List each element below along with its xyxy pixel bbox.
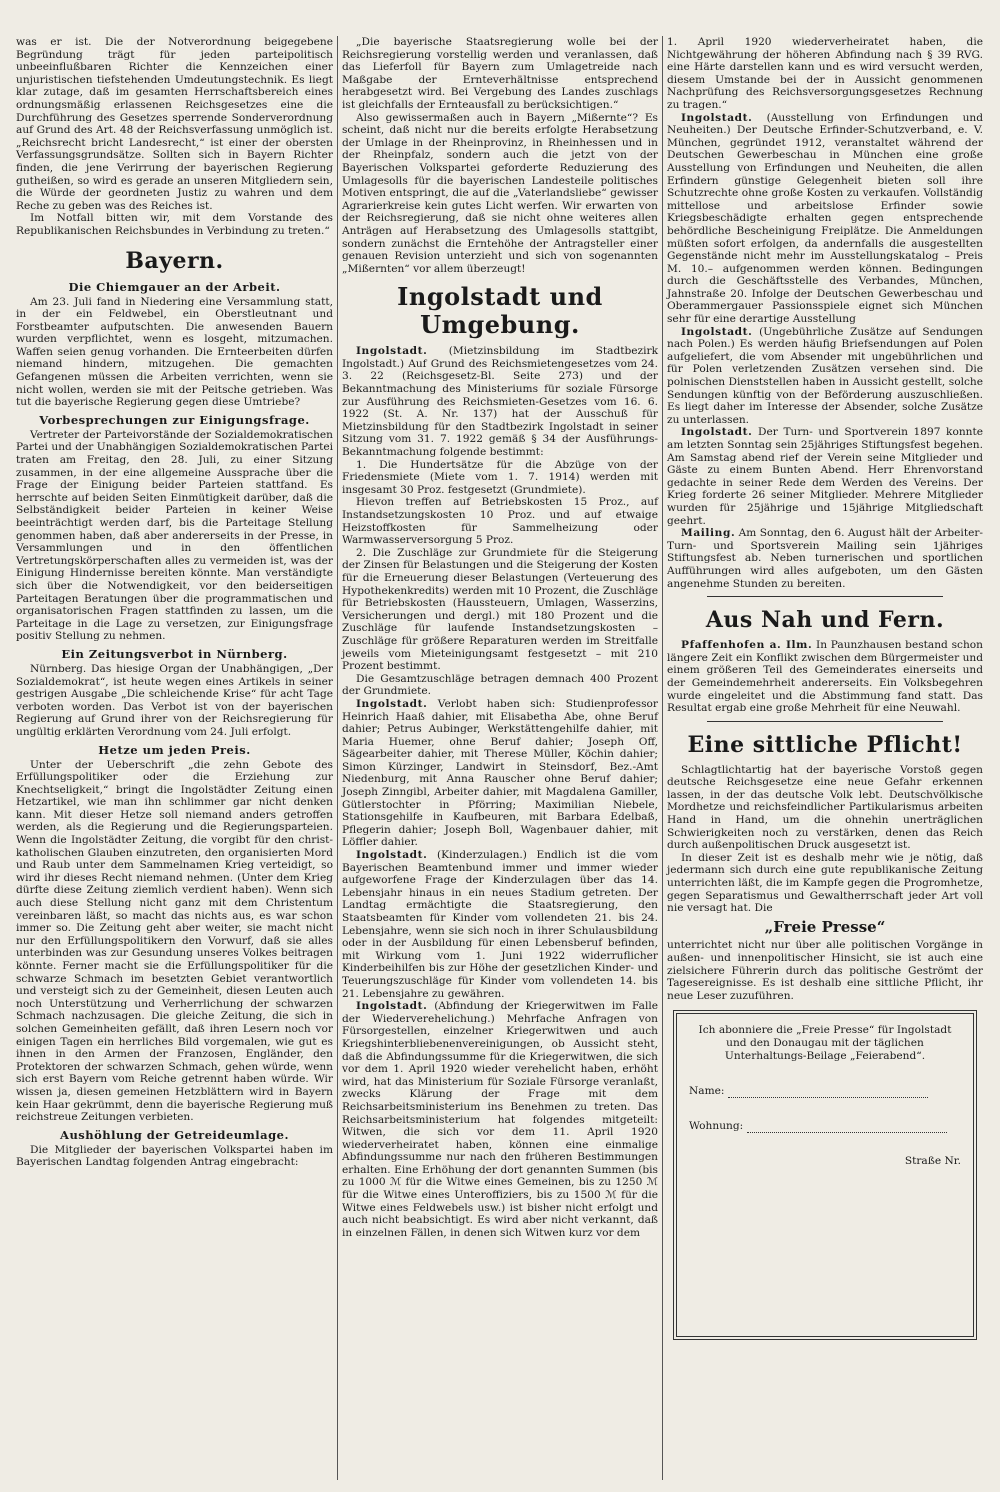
- article-lead: Ingolstadt.: [356, 345, 428, 358]
- paragraph: Ingolstadt. (Abfindung der Kriegerwitwen im Falle der Wiederverehelichung.) Mehrfache Anfragen von Fürsorgestellen, einzelner Kriegerwitwen und auch Kriegshinterbliebenenvereinigungen, ob Aussicht steht, daß die Abfindungssumme für die Kriegerwitwen, die sich vor dem 1. April 1920 wieder verehelicht haben, erhöht wird, hat das Ministerium für Soziale Fürsorge veranlaßt, zwecks Klärung der Frage mit dem Reichsarbeitsministerium ins Benehmen zu treten. Das Reichsarbeitsministerium hat folgendes mitgeteilt: Witwen, die sich vor dem 11. April 1920 wiederverheiratet haben, können eine einmalige Abfindungssumme nur nach den früheren Bestimmungen erhalten. Eine Erhöhung der dort genannten Summen (bis zu 1000 ℳ für die Witwe eines Gemeinen, bis zu 1250 ℳ für die Witwe eines Unteroffiziers, bis zu 1500 ℳ für die Witwe eines Feldwebels usw.) ist bisher nicht erfolgt und auch nicht beabsichtigt. Es wird aber nicht verkannt, daß in einzelnen Fällen, in denen sich Witwen kurz vor dem: [342, 1000, 658, 1239]
- paragraph: Schlagtlichtartig hat der bayerische Vorstoß gegen deutsche Reichsgesetze eine neue Gefahr erkennen lassen, in der das deutsche Volk lebt. Deutschvölkische Mordhetze und reichsfeindlicher Partikularismus arbeiten Hand in Hand, um die ohnehin unerträglichen Schwierigkeiten noch zu verstärken, denen das Reich durch außenpolitischen Druck ausgesetzt ist.: [667, 763, 983, 852]
- col2-intro: [342, 36, 658, 275]
- paragraph: 1. Die Hundertsätze für die Abzüge von der Friedensmiete (Miete vom 1. 7. 1914) werden mit insgesamt 30 Proz. festgesetzt (Grundmiete).: [342, 458, 658, 496]
- heading-chiemgauer: Die Chiemgauer an der Arbeit.: [68, 279, 281, 294]
- article-lead: Ingolstadt.: [356, 849, 428, 862]
- coupon-street-label: Straße Nr.: [904, 1155, 961, 1168]
- paragraph: was er ist. Die der Notverordnung beigegebene Begründung trägt für jeden parteipolitisch unbeeinflußbaren Richter die Kennzeichen einer unjuristischen tiefstehenden Umdeutungstechnik. Es liegt klar zutage, daß im gesamten Herrschaftsbereich eines ordnungsmäßig erlassenen Reichsgesetzes eine die Durchführung des Gesetzes sperrende Sonderverordnung auf Grund des Art. 48 der Reichsverfassung unmöglich ist. „Reichsrecht bricht Landesrecht,“ ist einer der obersten Verfassungsgrundsätze. Sollten sich in Bayern Richter finden, die jene Verirrung der bayerischen Regierung gutheißen, so wird es gerade an unseren Mitgliedern sein, die Würde der geordneten Justiz zu wahren und dem Reche zu geben was des Reiches ist.: [16, 36, 333, 212]
- paragraph: Am 23. Juli fand in Niedering eine Versammlung statt, in der ein Feldwebel, ein Oberstleutnant und Forstbeamter aufputschten. Die anwesenden Bauern wurden verpflichtet, wenn es losgeht, mitzumachen. Waffen seien genug vorhanden. Die Ernteerbeiten dürfen niemand hindern, mitzugehen. Die gemachten Gefangenen müssen die Arbeiten verrichten, wenn sie nicht wollen, werden sie mit der Peitsche getrieben. Was tut die bayerische Regierung gegen diese Umtriebe?: [16, 295, 333, 409]
- article-mietzins: [342, 345, 658, 698]
- article-verlobt: [342, 698, 658, 849]
- article-lead: Ingolstadt.: [356, 697, 428, 710]
- paragraph: „Die bayerische Staatsregierung wolle bei der Reichsregierung vorstellig werden und veranlassen, daß das Lieferfoll für Bayern zum Umlagetreide nach Maßgabe der Ernteverhältnisse entsprechend herabgesetzt wird. Bei Vergebung des Landes zuschlags ist gleichfalls der Ernteausfall zu berücksichtigen.“: [342, 36, 658, 111]
- article-lead: Ingolstadt.: [681, 426, 753, 439]
- paragraph: Nürnberg. Das hiesige Organ der Unabhängigen, „Der Sozialdemokrat“, ist heute wegen eines Artikels in seiner gestrigen Ausgabe „Die schleichende Krise“ für acht Tage verboten worden. Das Verbot ist von der bayerischen Regierung auf Grund ihrer von der Reichsregierung für ungültig erklärten Verordnung vom 24. Juli erfolgt.: [16, 662, 333, 738]
- article-kinderzulagen: [342, 849, 658, 1000]
- heading-ingolstadt-umgebung: Ingolstadt und Umgebung.: [397, 282, 603, 340]
- paragraph: Ingolstadt. Der Turn- und Sportverein 1897 konnte am letzten Sonntag sein 25jähriges Stiftungsfest begehen. Am Samstag abend rief der Verein seine Mitglieder und Gäste zu einem Bunten Abend. Herr Ehrenvorstand gedachte in seiner Rede dem Werden des Vereins. Der Krieg forderte 26 seiner Mitglieder. Mehrere Mitglieder wurden für 25jährige und 15jährige Mitgliedschaft geehrt.: [667, 426, 983, 527]
- column-2: [337, 36, 662, 1480]
- column-3: [662, 36, 987, 1480]
- coupon-name-field[interactable]: [689, 1085, 961, 1098]
- column-1: [12, 36, 337, 1480]
- article-kriegerwitwen: [342, 1000, 658, 1239]
- heading-bayern: Bayern.: [125, 247, 224, 274]
- divider: [707, 596, 943, 597]
- paragraph: Ingolstadt. (Ausstellung von Erfindungen und Neuheiten.) Der Deutsche Erfinder-Schutzverband, e. V. München, gegründet 1912, veranstaltet während der Deutschen Gewerbeschau in München eine große Ausstellung von Erfindungen und Neuheiten, die allen Erfindern günstige Gelegenheit bieten soll ihre Schutzrechte ohne große Kosten zu verkaufen. Vollständig mittellose und arbeitslose Erfinder sowie Kriegsbeschädigte erhalten gegen entsprechende behördliche Bescheinigung Freiplätze. Die Anmeldungen müßten sofort erfolgen, da andernfalls die ausgestellten Gegenstände nicht mehr im Ausstellungskatalog – Preis M. 10.– aufgenommen werden können. Bedingungen durch die Geschäftsstelle des Verbandes, München, Jahnstraße 20. Infolge der Deutschen Gewerbeschau und Oberammergauer Passionsspiele eignet sich München sehr für eine derartige Ausstellung: [667, 111, 983, 326]
- paragraph: Die Mitglieder der bayerischen Volkspartei haben im Bayerischen Landtag folgenden Antrag eingebracht:: [16, 1143, 333, 1169]
- paragraph: Die Gesamtzuschläge betragen demnach 400 Prozent der Grundmiete.: [342, 672, 658, 698]
- article-lead: Pfaffenhofen a. Ilm.: [681, 639, 813, 652]
- article-lead: Mailing.: [681, 527, 736, 540]
- column-container: [12, 36, 988, 1480]
- heading-zeitungsverbot: Ein Zeitungsverbot in Nürnberg.: [61, 646, 288, 661]
- paragraph: Mailing. Am Sonntag, den 6. August hält der Arbeiter-Turn- und Sportsverein Mailing sein 1jähriges Stiftungsfest ab. Neben turnerischen und sportlichen Aufführungen wird alles aufgeboten, um den Gästen angenehme Stunden zu bereiten.: [667, 527, 983, 590]
- article-mailing: [667, 527, 983, 590]
- paragraph: In dieser Zeit ist es deshalb mehr wie je nötig, daß jedermann sich durch eine gute republikanische Zeitung unterrichten läßt, die im Kampfe gegen die Progromhetze, gegen Separatismus und Gewaltherrschaft jeder Art voll nie versagt hat. Die: [667, 851, 983, 915]
- coupon-address-line[interactable]: [747, 1132, 947, 1133]
- article-lead: Ingolstadt.: [681, 325, 753, 338]
- article-einigungsfrage: [16, 429, 333, 643]
- heading-hetze: Hetze um jeden Preis.: [98, 742, 251, 757]
- paragraph: Ingolstadt. (Mietzinsbildung im Stadtbezirk Ingolstadt.) Auf Grund des Reichsmietengesetzes vom 24. 3. 22 (Reichsgesetz-Bl. Seite 273) und der Bekanntmachung des Ministeriums für soziale Fürsorge zur Ausführung des Reichsmieten-Gesetzes vom 16. 6. 1922 (St. A. Nr. 137) hat der Ausschuß für Mietzinsbildung für den Stadtbezirk Ingolstadt in seiner Sitzung vom 31. 7. 1922 gemäß § 34 der Ausführungs-Bekanntmachung folgende bestimmt:: [342, 345, 658, 459]
- article-zeitungsverbot: [16, 663, 333, 739]
- paragraph: Pfaffenhofen a. Ilm. In Paunzhausen bestand schon längere Zeit ein Konflikt zwischen dem Bürgermeister und einem größeren Teil des Gemeinderates einerseits und der Gemeindemehrheit andererseits. Ein Volksbegehren wurde eingeleitet und die Abstimmung fand statt. Das Resultat ergab eine große Mehrheit für eine Neuwahl.: [667, 639, 983, 715]
- article-pflicht: [667, 764, 983, 915]
- paragraph: Im Notfall bitten wir, mit dem Vorstande des Republikanischen Reichsbundes in Verbindung zu treten.“: [16, 212, 333, 237]
- freie-presse-text: unterrichtet nicht nur über alle politischen Vorgänge in außen- und innenpolitischer Hinsicht, sie ist auch eine zielsichere Führerin durch das politische Geströmt der Tagesereignisse. Es ist deshalb eine sittliche Pflicht, ihr neue Leser zuzuführen.: [667, 939, 983, 1002]
- article-lead: Ingolstadt.: [356, 1000, 428, 1013]
- article-erfindungen: [667, 112, 983, 326]
- coupon-street-field[interactable]: [689, 1155, 961, 1168]
- paragraph: 2. Die Zuschläge zur Grundmiete für die Steigerung der Zinsen für Belastungen und die Steigerung der Kosten für die Erneuerung dieser Belastungen (Verteuerung des Hypothekenkredits) werden mit 10 Prozent, die Zuschläge für Betriebskosten (Haussteuern, Umlagen, Wasserzins, Versicherungen und dergl.) mit 180 Prozent und die Zuschläge für laufende Instandsetzungskosten – Zuschläge für größere Reparaturen werden im Streitfalle jeweils vom Mieteinigungsamt festgesetzt – mit 210 Prozent bestimmt.: [342, 546, 658, 673]
- article-turnverein: [667, 426, 983, 527]
- heading-sittliche-pflicht: Eine sittliche Pflicht!: [687, 731, 963, 758]
- paragraph: Ingolstadt. Verlobt haben sich: Studienprofessor Heinrich Haaß dahier, mit Elisabetha Abe, ohne Beruf dahier; Petrus Aubinger, Werkstättengehilfe dahier, mit Maria Huemer, ohne Beruf dahier; Joseph Off, Sägearbeiter dahier, mit Therese Müller, Köchin dahier; Simon Kürzinger, Landwirt in Steinsdorf, Bez.-Amt Niedenburg, mit Anna Rauscher ohne Beruf dahier; Joseph Zinngibl, Arbeiter dahier, mit Magdalena Gamiller, Gütlerstochter in Pförring; Maximilian Niebele, Stationsgehilfe in Kaufbeuren, mit Barbara Edelbaß, Pflegerin dahier; Joseph Boll, Wagenbauer dahier, mit Löffler dahier.: [342, 697, 658, 849]
- freie-presse-title: „Freie Presse“: [764, 917, 886, 936]
- article-getreideumlage: [16, 1144, 333, 1169]
- paragraph: Vertreter der Parteivorstände der Sozialdemokratischen Partei und der Unabhängigen Sozialdemokratischen Partei traten am Freitag, den 28. Juli, zu einer Sitzung zusammen, in der eine allgemeine Aussprache über die Frage der Einigung beider Parteien stattfand. Es herrschte auf beiden Seiten Einmütigkeit darüber, daß die Selbständigkeit beider Parteien in keiner Weise beeinträchtigt werden darf, bis die Parteitage Stellung genommen haben, daß aber andererseits in der Presse, in Versammlungen und in den öffentlichen Vertretungskörperschaften alles zu vermeiden ist, was der Einigung Hindernisse bereiten könnte. Man verständigte sich über die Notwendigkeit, vor den beiderseitigen Parteitagen Beratungen über die programmatischen und organisatorischen Fragen stattfinden zu lassen, um die Parteitage in die Lage zu versetzen, zur Einigungsfrage positiv Stellung zu nehmen.: [16, 428, 333, 643]
- article-hetze: [16, 759, 333, 1124]
- coupon-address-label: Wohnung:: [689, 1120, 744, 1133]
- col3-intro: [667, 36, 983, 112]
- paragraph: Hievon treffen auf Betriebskosten 15 Proz., auf Instandsetzungskosten 10 Proz. und auf etwaige Heizstoffkosten für Sammelheizung oder Warmwasserversorgung 5 Proz.: [342, 496, 658, 547]
- coupon-address-field[interactable]: [689, 1120, 961, 1133]
- coupon-name-label: Name:: [689, 1085, 725, 1098]
- coupon-name-line[interactable]: [728, 1097, 928, 1098]
- heading-einigungsfrage: Vorbesprechungen zur Einigungsfrage.: [39, 412, 310, 427]
- paragraph: Ingolstadt. (Kinderzulagen.) Endlich ist die vom Bayerischen Beamtenbund immer und immer wieder aufgeworfene Frage der Kinderzulagen über das 14. Lebensjahr hinaus in ein neues Stadium getreten. Der Landtag ermächtigte die Staatsregierung, den Staatsbeamten für Kinder vom vollendeten 21. bis 24. Lebensjahre, wenn sie sich noch in ihrer Schulausbildung oder in der Ausbildung für einen Lebensberuf befinden, mit Wirkung vom 1. Juni 1922 widerruflicher Kinderbeihilfen bis zur Höhe der gesetzlichen Kinder- und Teuerungszuschläge für Kinder vom vollendeten 14. bis 21. Lebensjahre zu gewähren.: [342, 849, 658, 1000]
- article-chiemgauer: [16, 296, 333, 409]
- col1-intro: [16, 36, 333, 238]
- paragraph: 1. April 1920 wiederverheiratet haben, die Nichtgewährung der höheren Abfindung nach § 39 RVG. eine Härte darstellen kann und es wird versucht werden, diesem Umstande bei der in Aussicht genommenen Nachprüfung des Reichsversorgungsgesetzes Rechnung zu tragen.“: [667, 36, 983, 111]
- paragraph: Unter der Ueberschrift „die zehn Gebote des Erfüllungspolitiker oder die Erziehung zur Knechtseligkeit,“ bringt die Ingolstädter Zeitung einen Hetzartikel, wie man ihn schlimmer gar nicht denken kann. Mit dieser Hetze soll niemand anders getroffen werden, als die Regierung und die Regierungsparteien. Wenn die Ingolstädter Zeitung, die vorgibt für den christ-katholischen Glauben einzutreten, den organisierten Mord und Raub unter dem Sammelnamen Krieg verteidigt, so wird ihr dieses Recht niemand nehmen. (Unter dem Krieg dürfte diese Zeitung ziemlich verdient haben). Wenn sich auch diese Stellung nicht ganz mit dem Christentum vereinbaren läßt, so macht das nichts aus, es war schon immer so. Die Zeitung geht aber weiter, sie macht nicht nur den Erfüllungspolitikern den Vorwurf, daß sie alles unterbinden was zur Gesundung unseres Volkes beitragen könnte. Ferner macht sie die Erfüllungspolitiker für die schwarze Schmach im besetzten Gebiet verantwortlich und versteigt sich zu der Gemeinheit, diesen Leuten auch noch Unterstützung und Verherrlichung der schwarzen Schmach nachzusagen. Die gleiche Zeitung, die sich in solchen Gemeinheiten gefällt, daß ihren Lesern noch vor einigen Tagen ein herrliches Bild vorgemalen, wie gut es ihnen in den Armen der Franzosen, Engländer, den Protektoren der schwarzen Schmach, gehen würde, wenn sich erst Bayern vom Reiche getrennt haben würde. Wir wissen ja, diesen gemeinen Hetzblättern wird in Bayern kein Haar gekrümmt, denn die bayerische Regierung muß reichstreue Zeitungen verbieten.: [16, 758, 333, 1124]
- article-pfaffenhofen: [667, 639, 983, 715]
- paragraph: Also gewissermaßen auch in Bayern „Mißernte“? Es scheint, daß nicht nur die bereits erfolgte Herabsetzung der Umlage in der Rheinprovinz, in Rheinhessen und in der Rheinpfalz, sondern auch die jetzt von der Bayerischen Volkspartei geforderte Reduzierung des Umlagesolls für die bayerischen Landesteile politisches Motiven entspringt, die auf die „Vaterlandsliebe“ gewisser Agrarierkreise kein gutes Licht werfen. Wir erwarten von der Reichsregierung, daß sie nicht ohne weiteres allen Anträgen auf Herabsetzung des Umlagesolls stattgibt, sondern zunächst die Erntehöhe der Antragsteller einer genauen Revision unterzieht und sich von sogenannten „Mißernten“ vor allem überzeugt!: [342, 111, 658, 275]
- article-lead: Ingolstadt.: [681, 111, 753, 124]
- coupon-intro: Ich abonniere die „Freie Presse“ für Ingolstadt und den Donaugau mit der täglichen Unterhaltungs-Beilage „Feierabend“.: [698, 1024, 952, 1063]
- paragraph: Ingolstadt. (Ungebührliche Zusätze auf Sendungen nach Polen.) Es werden häufig Briefsendungen auf Polen aufgeliefert, die vom Absender mit ungebührlichen und für Polen verletzenden Zusätzen versehen sind. Die polnischen Dienststellen haben in Aussicht gestellt, solche Sendungen künftig von der Beförderung auszuschließen. Es liegt daher im Interesse der Absender, solche Zusätze zu unterlassen.: [667, 325, 983, 426]
- heading-getreideumlage: Aushöhlung der Getreideumlage.: [60, 1127, 289, 1142]
- subscription-coupon: [673, 1010, 977, 1340]
- heading-aus-nah-und-fern: Aus Nah und Fern.: [705, 607, 945, 634]
- divider: [707, 721, 943, 722]
- article-polen: [667, 326, 983, 427]
